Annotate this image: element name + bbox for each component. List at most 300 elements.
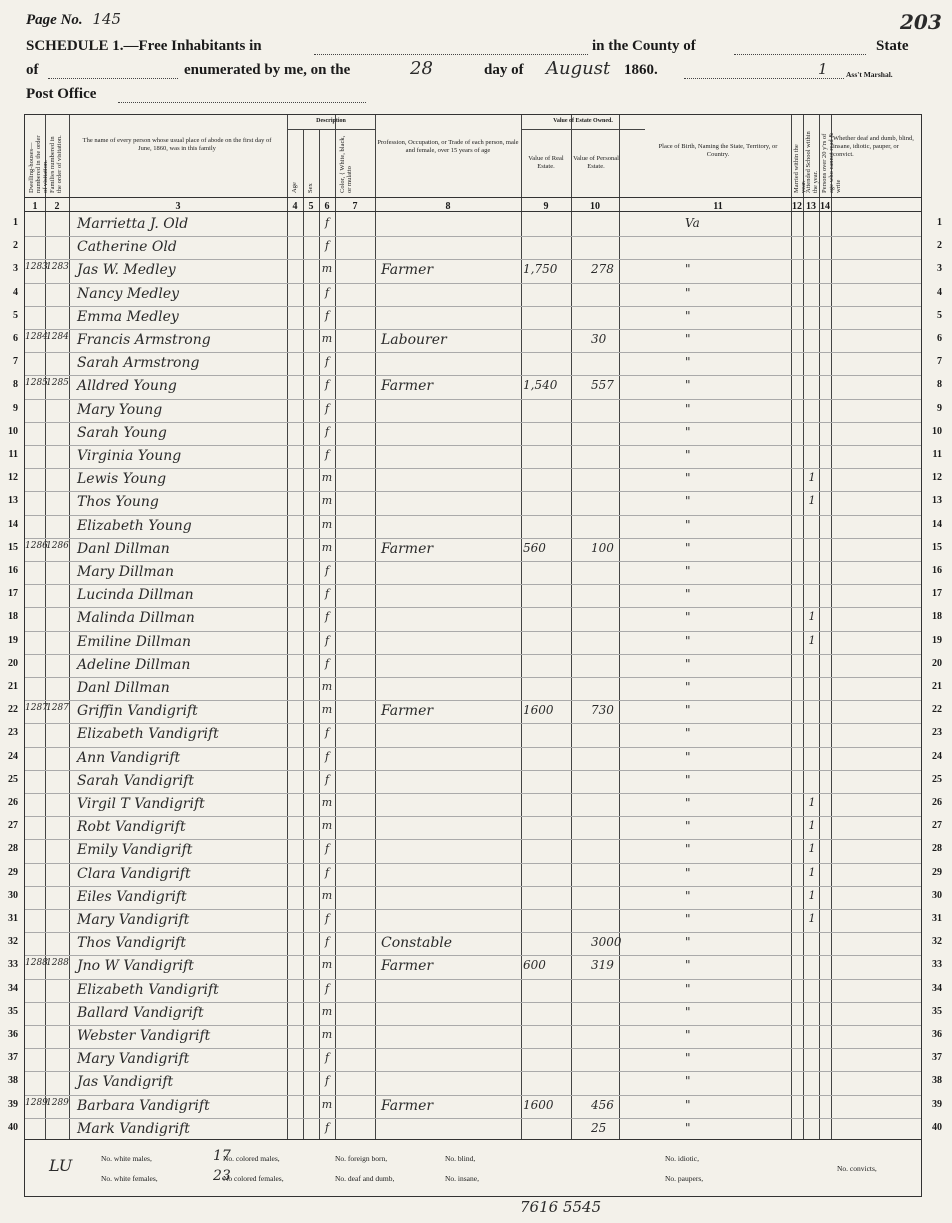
paupers-label: No. paupers,: [665, 1174, 704, 1183]
column-divider: [521, 115, 522, 1139]
description-divider: [287, 129, 375, 130]
sex-value: f: [324, 842, 330, 856]
row-number-right: 17: [932, 588, 942, 600]
school-mark: 1: [808, 912, 816, 925]
row-divider: [25, 607, 921, 608]
row-number-right: 22: [932, 704, 942, 716]
person-name: Griffin Vandigrift: [77, 703, 198, 720]
row-number-right: 28: [932, 843, 942, 855]
foreign-born-label: No. foreign born,: [335, 1154, 388, 1163]
column-number: 3: [175, 201, 181, 212]
row-divider: [25, 839, 921, 840]
row-number-right: 21: [932, 681, 942, 692]
family-number: 1285: [46, 378, 69, 389]
birth-place: ": [685, 610, 691, 625]
row-number-right: 12: [932, 472, 942, 484]
birth-place: ": [685, 726, 691, 741]
row-divider: [25, 747, 921, 748]
row-number-left: 16: [8, 565, 18, 576]
row-number-right: 23: [932, 727, 942, 739]
real-estate-header: Value of Real Estate.: [528, 155, 564, 170]
row-number-left: 10: [8, 425, 18, 437]
sex-value: f: [324, 656, 330, 670]
sex-value: f: [324, 1051, 330, 1065]
row-number-right: 5: [937, 309, 942, 321]
family-column-header: Families numbered in the order of visitation.: [49, 135, 63, 193]
birth-place: ": [685, 494, 691, 509]
person-name: Lucinda Dillman: [77, 587, 194, 604]
row-number-right: 35: [932, 1005, 942, 1017]
row-number-left: 1: [13, 217, 18, 228]
person-name: Elizabeth Vandigrift: [77, 981, 219, 998]
person-name: Elizabeth Vandigrift: [77, 726, 219, 743]
sex-value: f: [324, 772, 330, 786]
personal-estate-value: 100: [591, 540, 614, 555]
person-name: Malinda Dillman: [77, 610, 195, 627]
column-number: 11: [713, 201, 723, 212]
birth-place: ": [685, 332, 691, 346]
row-divider: [25, 631, 921, 632]
married-column-header: Married within the year.: [793, 144, 807, 193]
bottom-number: 7616 5545: [520, 1198, 602, 1216]
row-divider: [25, 259, 921, 260]
year-label: 1860.: [624, 62, 658, 78]
row-number-left: 12: [8, 472, 18, 484]
profession-column-header: Profession, Occupation, or Trade of each person, male and female, over 15 years of age: [377, 139, 519, 154]
sex-value: m: [321, 517, 333, 531]
sex-value: m: [321, 703, 333, 717]
row-number-left: 13: [8, 495, 18, 507]
header-divider: [25, 197, 921, 198]
birth-place: ": [685, 1074, 691, 1089]
row-number-left: 14: [8, 518, 18, 530]
family-number: 1284: [46, 332, 69, 342]
row-number-right: 32: [932, 936, 942, 948]
row-divider: [25, 793, 921, 794]
row-number-left: 31: [8, 913, 18, 924]
row-number-left: 17: [8, 588, 18, 600]
sex-value: f: [324, 378, 330, 392]
person-name: Mary Dillman: [77, 564, 175, 580]
birth-place: ": [685, 680, 691, 694]
family-number: 1289: [46, 1097, 69, 1108]
person-name: Emma Medley: [77, 308, 179, 325]
birth-place: ": [685, 865, 691, 880]
footer-totals: [24, 1138, 922, 1197]
sex-value: f: [324, 424, 330, 438]
sex-value: f: [324, 1120, 330, 1134]
row-number-right: 2: [937, 240, 942, 252]
sex-value: f: [324, 587, 330, 601]
row-number-right: 24: [932, 750, 942, 762]
sex-value: f: [324, 865, 330, 879]
real-estate-value: 1,540: [523, 378, 558, 393]
person-name: Mark Vandigrift: [77, 1120, 190, 1137]
row-number-right: 14: [932, 518, 942, 530]
row-divider: [25, 538, 921, 539]
sex-value: f: [324, 726, 330, 740]
personal-estate-value: 730: [591, 703, 614, 718]
schedule-title: SCHEDULE 1.—Free Inhabitants in: [26, 38, 262, 54]
column-number: 5: [308, 201, 314, 212]
row-divider: [25, 816, 921, 817]
row-divider: [25, 677, 921, 678]
birth-place: ": [685, 749, 691, 764]
school-mark: 1: [808, 610, 816, 624]
row-number-right: 37: [932, 1052, 942, 1064]
occupation: Farmer: [381, 540, 434, 557]
row-number-left: 39: [8, 1098, 18, 1110]
row-divider: [25, 700, 921, 701]
census-table: [24, 114, 922, 1140]
column-divider: [819, 115, 820, 1139]
person-name: Jno W Vandigrift: [77, 958, 194, 975]
birth-place: ": [685, 378, 691, 393]
sex-value: f: [324, 633, 330, 647]
row-number-left: 35: [8, 1005, 18, 1017]
column-divider: [375, 115, 376, 1139]
dwelling-number: 1285: [25, 378, 48, 389]
enumerated-label: enumerated by me, on the: [184, 62, 351, 78]
row-divider: [25, 1025, 921, 1026]
person-name: Mary Vandigrift: [77, 912, 190, 928]
column-number: 9: [543, 201, 549, 212]
real-estate-value: 600: [523, 958, 546, 973]
dwelling-number: 1286: [25, 540, 48, 551]
birth-place: ": [685, 981, 691, 996]
person-name: Elizabeth Young: [77, 517, 192, 534]
row-number-right: 26: [932, 797, 942, 808]
row-number-left: 32: [8, 936, 18, 948]
personal-estate-value: 30: [591, 332, 607, 346]
birth-place: ": [685, 471, 691, 486]
row-number-right: 30: [932, 889, 942, 901]
birth-place: ": [685, 564, 691, 578]
row-number-left: 23: [8, 727, 18, 739]
marshal-mark: 1: [818, 60, 828, 78]
row-divider: [25, 1002, 921, 1003]
row-divider: [25, 375, 921, 376]
occupation: Constable: [381, 935, 453, 952]
row-divider: [25, 352, 921, 353]
school-mark: 1: [808, 494, 816, 508]
column-number: 6: [324, 201, 330, 212]
column-divider: [803, 115, 804, 1139]
row-number-left: 24: [8, 750, 18, 762]
row-divider: [25, 1118, 921, 1119]
sex-value: f: [324, 564, 330, 577]
column-number: 12: [792, 201, 802, 212]
person-name: Robt Vandigrift: [77, 819, 186, 836]
personal-estate-value: 319: [591, 958, 614, 973]
row-divider: [25, 422, 921, 423]
personal-estate-header: Value of Personal Estate.: [573, 155, 619, 170]
family-number: 1288: [46, 958, 69, 969]
birth-place: ": [685, 656, 691, 671]
sex-value: f: [324, 935, 330, 949]
page-number-label: [26, 10, 121, 29]
person-name: Emily Vandigrift: [77, 842, 193, 859]
personal-estate-value: 557: [591, 378, 614, 393]
person-name: Emiline Dillman: [77, 633, 191, 650]
row-number-left: 25: [8, 773, 18, 785]
row-divider: [25, 306, 921, 307]
dwelling-number: 1287: [25, 703, 48, 714]
row-number-left: 34: [8, 982, 18, 994]
inhabitants-blank: [314, 54, 588, 55]
birth-place: ": [685, 587, 691, 602]
row-number-right: 31: [932, 913, 942, 924]
month-value: August: [546, 58, 611, 79]
row-number-right: 16: [932, 565, 942, 576]
row-divider: [25, 468, 921, 469]
personal-estate-value: 278: [591, 262, 614, 277]
row-divider: [25, 329, 921, 330]
occupation: Farmer: [381, 262, 434, 279]
real-estate-value: 1600: [523, 703, 554, 718]
row-number-right: 13: [932, 495, 942, 507]
age-column-header: Age: [291, 182, 298, 193]
row-number-left: 28: [8, 843, 18, 855]
occupation: Farmer: [381, 378, 434, 395]
row-divider: [25, 863, 921, 864]
blind-label: No. blind,: [445, 1154, 476, 1163]
row-number-right: 9: [937, 402, 942, 414]
person-name: Virgil T Vandigrift: [77, 796, 205, 812]
dwelling-column-header: Dwelling-houses—numbered in the order of visitation.: [28, 135, 49, 193]
birth-place: ": [685, 1120, 691, 1135]
birth-column-header: Place of Birth, Naming the State, Territory, or Country.: [658, 143, 778, 158]
person-name: Danl Dillman: [77, 680, 170, 696]
row-number-left: 27: [8, 820, 18, 832]
column-number: 7: [352, 201, 358, 212]
birth-place: ": [685, 842, 691, 857]
birth-place: ": [685, 401, 691, 416]
sex-value: f: [324, 216, 330, 229]
marshal-label: Ass't Marshal.: [846, 70, 893, 79]
row-number-left: 36: [8, 1029, 18, 1040]
row-divider: [25, 979, 921, 980]
sex-value: m: [321, 1097, 333, 1111]
row-number-left: 18: [8, 611, 18, 623]
row-divider: [25, 932, 921, 933]
row-number-left: 6: [13, 333, 18, 344]
row-divider: [25, 561, 921, 562]
day-of-label: day of: [484, 62, 524, 78]
person-name: Sarah Armstrong: [77, 355, 200, 372]
column-divider: [303, 129, 304, 1139]
row-divider: [25, 515, 921, 516]
birth-place: Va: [685, 216, 700, 230]
county-blank: [734, 54, 866, 55]
sex-value: f: [324, 401, 330, 415]
convicts-label: No. convicts,: [837, 1164, 877, 1173]
row-divider: [25, 1071, 921, 1072]
colored-males-label: No. colored males,: [223, 1154, 280, 1163]
row-number-right: 38: [932, 1075, 942, 1087]
row-number-left: 26: [8, 797, 18, 808]
page-label: Page No.: [26, 12, 83, 28]
row-number-left: 20: [8, 657, 18, 669]
row-divider: [25, 654, 921, 655]
person-name: Mary Young: [77, 401, 163, 418]
sex-value: f: [324, 610, 330, 624]
row-number-right: 6: [937, 333, 942, 344]
row-divider: [25, 723, 921, 724]
row-number-left: 3: [13, 263, 18, 275]
row-number-left: 8: [13, 379, 18, 391]
column-divider: [335, 115, 336, 1139]
of-label: of: [26, 62, 39, 78]
read-write-column-header: Persons over 20 y'rs of age who cannot read & write: [821, 132, 842, 193]
column-divider: [791, 115, 792, 1139]
row-number-right: 27: [932, 820, 942, 832]
birth-place: ": [685, 262, 691, 277]
real-estate-value: 1,750: [523, 262, 558, 277]
column-number: 4: [292, 201, 298, 212]
person-name: Francis Armstrong: [77, 332, 211, 348]
column-number: 10: [590, 201, 600, 212]
person-name: Ballard Vandigrift: [77, 1004, 204, 1021]
insane-label: No. insane,: [445, 1174, 479, 1183]
sex-value: m: [321, 888, 333, 902]
white-males-label: No. white males,: [101, 1154, 152, 1163]
row-number-right: 34: [932, 982, 942, 994]
row-number-left: 5: [13, 309, 18, 321]
row-divider: [25, 1048, 921, 1049]
family-number: 1283: [46, 262, 69, 273]
person-name: Adeline Dillman: [77, 656, 191, 673]
white-males-value: 17: [213, 1148, 231, 1164]
person-name: Eiles Vandigrift: [77, 888, 187, 905]
person-name: Jas W. Medley: [77, 262, 176, 279]
birth-place: ": [685, 540, 691, 555]
birth-place: ": [685, 1028, 691, 1042]
row-number-left: 22: [8, 704, 18, 716]
dwelling-number: 1283: [25, 262, 48, 273]
personal-estate-value: 25: [591, 1120, 607, 1135]
person-name: Catherine Old: [77, 239, 177, 256]
row-divider: [25, 283, 921, 284]
row-divider: [25, 236, 921, 237]
birth-place: ": [685, 285, 691, 300]
school-mark: 1: [808, 796, 816, 809]
row-number-right: 25: [932, 773, 942, 785]
personal-estate-value: 456: [591, 1097, 614, 1112]
birth-place: ": [685, 796, 691, 810]
row-divider: [25, 445, 921, 446]
person-name: Alldred Young: [77, 378, 177, 395]
row-divider: [25, 886, 921, 887]
personal-estate-value: 3000: [591, 935, 622, 950]
school-mark: 1: [808, 633, 816, 647]
marshal-blank: [684, 78, 844, 79]
real-estate-value: 1600: [523, 1097, 554, 1112]
person-name: Nancy Medley: [77, 285, 180, 302]
birth-place: ": [685, 888, 691, 903]
sex-value: f: [324, 981, 330, 995]
school-mark: 1: [808, 471, 816, 485]
column-divider: [287, 115, 288, 1139]
birth-place: ": [685, 355, 691, 370]
sex-value: m: [321, 332, 333, 345]
person-name: Jas Vandigrift: [77, 1074, 174, 1091]
family-number: 1287: [46, 703, 69, 714]
school-mark: 1: [808, 819, 816, 833]
deaf-dumb-label: No. deaf and dumb,: [335, 1174, 395, 1183]
column-number: 8: [445, 201, 451, 212]
sex-value: f: [324, 749, 330, 763]
sex-value: f: [324, 355, 330, 369]
sex-value: m: [321, 494, 333, 508]
sex-value: f: [324, 448, 330, 461]
white-females-value: 23: [213, 1168, 231, 1184]
sex-value: f: [324, 285, 330, 299]
county-label: in the County of: [592, 38, 696, 54]
birth-place: ": [685, 819, 691, 834]
row-number-right: 33: [932, 959, 942, 971]
birth-place: ": [685, 308, 691, 323]
occupation: Farmer: [381, 1097, 434, 1114]
sex-value: m: [321, 262, 333, 276]
dwelling-number: 1288: [25, 958, 48, 969]
colored-females-label: No colored females,: [223, 1174, 284, 1183]
school-mark: 1: [808, 842, 816, 856]
row-number-right: 18: [932, 611, 942, 623]
birth-place: ": [685, 912, 691, 926]
post-office-blank: [118, 102, 366, 103]
corner-number: 203: [900, 10, 942, 34]
birth-place: ": [685, 1004, 691, 1019]
row-divider: [25, 955, 921, 956]
row-number-left: 15: [8, 541, 18, 553]
row-number-left: 7: [13, 356, 18, 368]
row-number-right: 3: [937, 263, 942, 275]
row-divider: [25, 1095, 921, 1096]
description-header: Description: [316, 118, 346, 124]
column-divider: [571, 115, 572, 1139]
school-mark: 1: [808, 865, 816, 879]
occupation: Farmer: [381, 703, 434, 720]
school-column-header: Attended School within the year.: [805, 131, 819, 193]
deaf-column-header: Whether deaf and dumb, blind, insane, idiotic, pauper, or convict.: [833, 135, 914, 158]
row-number-right: 39: [932, 1098, 942, 1110]
page-number: 145: [92, 10, 122, 28]
dwelling-number: 1284: [25, 332, 48, 342]
person-name: Sarah Young: [77, 424, 167, 441]
sex-value: f: [324, 1074, 330, 1088]
row-number-left: 9: [13, 402, 18, 414]
estate-header: Value of Estate Owned.: [553, 118, 613, 124]
school-mark: 1: [808, 888, 816, 902]
birth-place: ": [685, 633, 691, 648]
column-number: 1: [32, 201, 38, 212]
person-name: Barbara Vandigrift: [77, 1097, 210, 1114]
sex-value: f: [324, 912, 330, 925]
birth-place: ": [685, 424, 691, 439]
row-number-right: 10: [932, 425, 942, 437]
column-number: 13: [806, 201, 816, 212]
row-divider: [25, 491, 921, 492]
row-divider: [25, 909, 921, 910]
occupation: Labourer: [381, 332, 447, 348]
sex-value: m: [321, 958, 333, 972]
row-divider: [25, 584, 921, 585]
white-females-label: No. white females,: [101, 1174, 158, 1183]
row-divider: [25, 770, 921, 771]
person-name: Marrietta J. Old: [77, 216, 189, 232]
birth-place: ": [685, 517, 691, 532]
